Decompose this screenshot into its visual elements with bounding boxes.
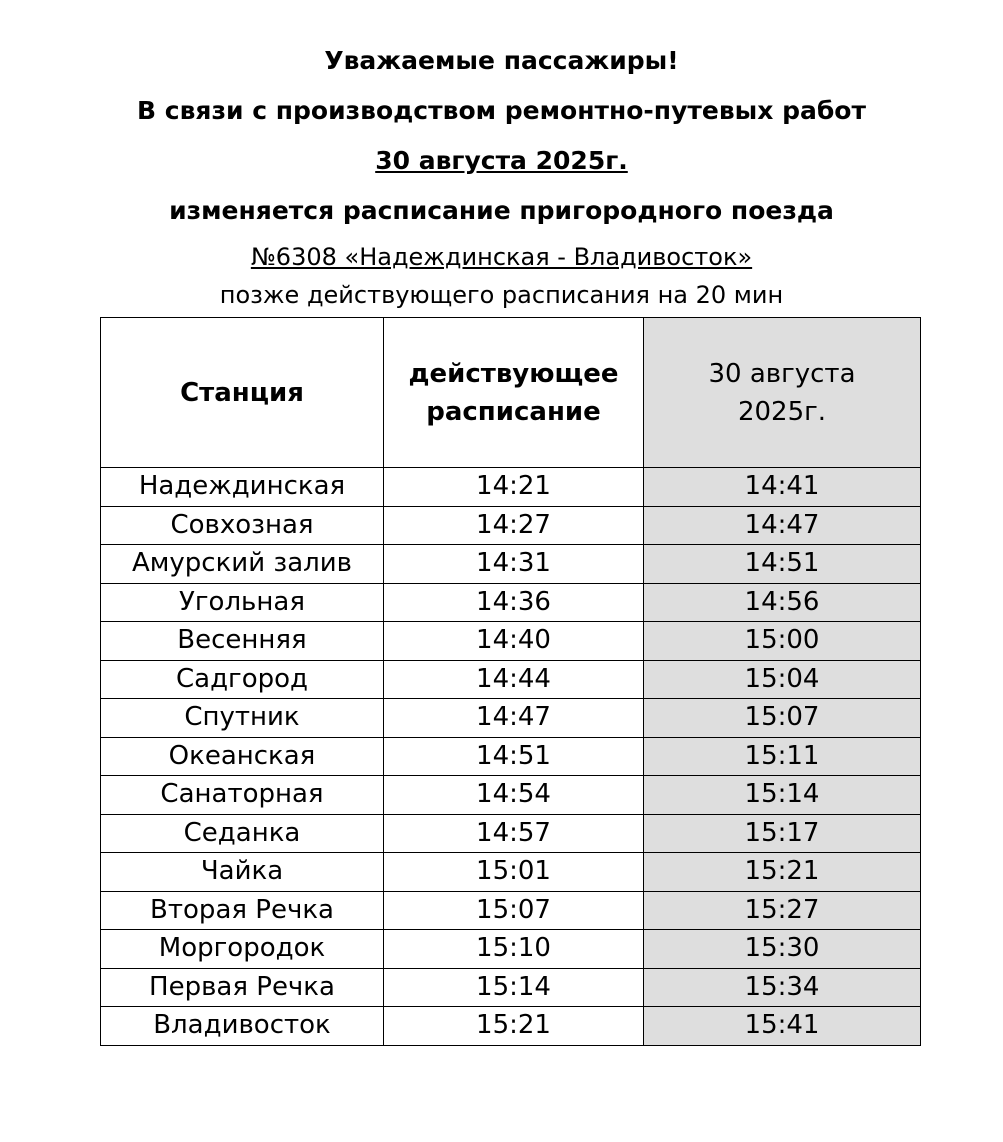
current-time-cell: 14:54 — [384, 776, 644, 815]
schedule-table — [100, 317, 921, 1046]
changed-time-cell: 15:41 — [644, 1007, 921, 1046]
changed-time-cell: 15:27 — [644, 891, 921, 930]
station-cell: Садгород — [101, 660, 384, 699]
table-row — [101, 930, 921, 969]
header-row — [101, 318, 921, 468]
changed-time-cell: 15:14 — [644, 776, 921, 815]
changed-time-cell: 14:56 — [644, 583, 921, 622]
train-number: №6308 «Надеждинская - Владивосток» — [250, 243, 753, 271]
table-row — [101, 853, 921, 892]
station-cell: Весенняя — [101, 622, 384, 661]
station-cell: Амурский залив — [101, 545, 384, 584]
header-current-schedule: действующее расписание — [384, 318, 644, 468]
station-cell: Чайка — [101, 853, 384, 892]
current-time-cell: 15:21 — [384, 1007, 644, 1046]
changed-time-cell: 15:30 — [644, 930, 921, 969]
current-time-cell: 15:14 — [384, 968, 644, 1007]
current-time-cell: 14:57 — [384, 814, 644, 853]
current-time-cell: 14:47 — [384, 699, 644, 738]
current-time-cell: 15:10 — [384, 930, 644, 969]
current-time-cell: 14:36 — [384, 583, 644, 622]
station-cell: Совхозная — [101, 506, 384, 545]
station-cell: Седанка — [101, 814, 384, 853]
changed-time-cell: 14:51 — [644, 545, 921, 584]
station-cell: Надеждинская — [101, 468, 384, 507]
changed-time-cell: 15:21 — [644, 853, 921, 892]
station-cell: Спутник — [101, 699, 384, 738]
changed-time-cell: 15:00 — [644, 622, 921, 661]
schedule-body — [101, 468, 921, 1046]
station-cell: Вторая Речка — [101, 891, 384, 930]
station-cell: Угольная — [101, 583, 384, 622]
table-row — [101, 968, 921, 1007]
table-row — [101, 891, 921, 930]
changed-time-cell: 15:34 — [644, 968, 921, 1007]
changed-time-cell: 14:41 — [644, 468, 921, 507]
notice-change: изменяется расписание пригородного поезда — [169, 196, 834, 225]
current-time-cell: 14:51 — [384, 737, 644, 776]
table-row — [101, 468, 921, 507]
notice-date: 30 августа 2025г. — [375, 146, 628, 175]
current-time-cell: 15:07 — [384, 891, 644, 930]
changed-time-cell: 15:04 — [644, 660, 921, 699]
station-cell: Первая Речка — [101, 968, 384, 1007]
changed-time-cell: 15:17 — [644, 814, 921, 853]
current-time-cell: 14:27 — [384, 506, 644, 545]
header-station: Станция — [101, 318, 384, 468]
table-row — [101, 776, 921, 815]
current-time-cell: 15:01 — [384, 853, 644, 892]
table-row — [101, 699, 921, 738]
table-row — [101, 1007, 921, 1046]
current-time-cell: 14:44 — [384, 660, 644, 699]
station-cell: Океанская — [101, 737, 384, 776]
table-row — [101, 583, 921, 622]
station-cell: Моргородок — [101, 930, 384, 969]
table-row — [101, 737, 921, 776]
table-row — [101, 814, 921, 853]
current-time-cell: 14:21 — [384, 468, 644, 507]
table-row — [101, 622, 921, 661]
notice-greeting: Уважаемые пассажиры! — [324, 46, 679, 75]
notice-reason: В связи с производством ремонтно-путевых работ — [137, 96, 866, 125]
station-cell: Владивосток — [101, 1007, 384, 1046]
changed-time-cell: 15:07 — [644, 699, 921, 738]
header-changed-schedule: 30 августа 2025г. — [644, 318, 921, 468]
changed-time-cell: 15:11 — [644, 737, 921, 776]
current-time-cell: 14:31 — [384, 545, 644, 584]
table-row — [101, 545, 921, 584]
table-row — [101, 660, 921, 699]
current-time-cell: 14:40 — [384, 622, 644, 661]
changed-time-cell: 14:47 — [644, 506, 921, 545]
station-cell: Санаторная — [101, 776, 384, 815]
table-row — [101, 506, 921, 545]
delay-info: позже действующего расписания на 20 мин — [219, 281, 784, 309]
